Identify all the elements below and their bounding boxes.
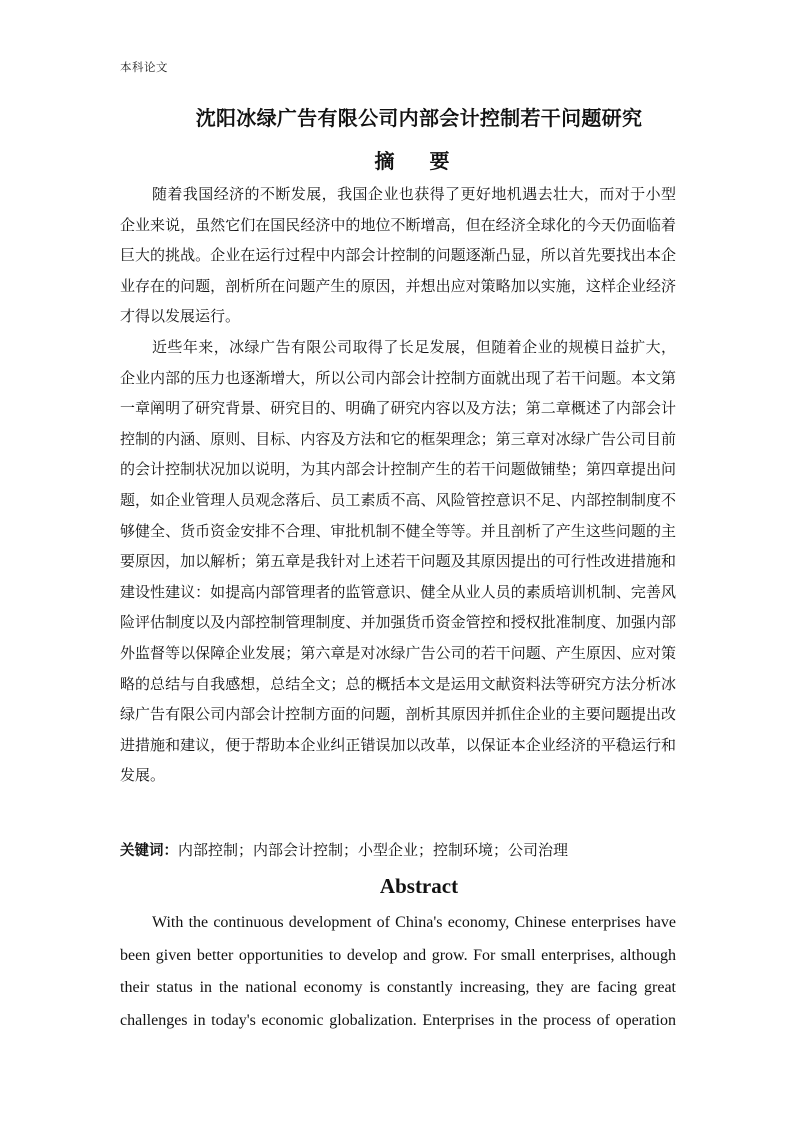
abstract-cn-paragraph: 近些年来，冰绿广告有限公司取得了长足发展，但随着企业的规模日益扩大，企业内部的压力也逐渐增大，所以公司内部会计控制方面就出现了若干问题。本文第一章阐明了研究背景、研究目的、明确了研究内容以及方法；第二章概述了内部会计控制的内涵、原则、目标、内容及方法和它的框架理念；第三章对冰绿广告公司目前的会计控制状况加以说明，为其内部会计控制产生的若干问题做铺垫；第四章提出问题，如企业管理人员观念落后、员工素质不高、风险管控意识不足、内部控制制度不够健全、货币资金安排不合理、审批机制不健全等等。并且剖析了产生这些问题的主要原因，加以解析；第五章是我针对上述若干问题及其原因提出的可行性改进措施和建设性建议：如提高内部管理者的监管意识、健全从业人员的素质培训机制、完善风险评估制度以及内部控制管理制度、并加强货币资金管控和授权批准制度、加强内部外监督等以保障企业发展；第六章是对冰绿广告公司的若干问题、产生原因、应对策略的总结与自我感想，总结全文；总的概括本文是运用文献资料法等研究方法分析冰绿广告有限公司内部会计控制方面的问题，剖析其原因并抓住企业的主要问题提出改进措施和建议，便于帮助本企业纠正错误加以改革，以保证本企业经济的平稳运行和发展。: [120, 337, 676, 785]
running-header: 本科论文: [120, 60, 168, 74]
abstract-en-heading: Abstract: [379, 874, 459, 898]
abstract-en-body: [120, 907, 676, 1037]
document-title: 沈阳冰绿广告有限公司内部会计控制若干问题研究: [195, 106, 643, 130]
abstract-en-paragraph: With the continuous development of China's economy, Chinese enterprises have been given better opportunities to develop and grow. For small enterprises, although their status in the national economy is constantly increasing, they are facing great challenges in today's economic globalization. Enterprises in the process of operation: [120, 914, 676, 1029]
abstract-cn-body: [120, 179, 676, 791]
abstract-cn-heading: 摘 要: [374, 149, 464, 173]
keywords-text: 内部控制；内部会计控制；小型企业；控制环境；公司治理: [178, 841, 569, 859]
keywords-label: 关键词：: [120, 843, 178, 859]
keywords-line: [120, 838, 676, 863]
abstract-cn-paragraph: 随着我国经济的不断发展，我国企业也获得了更好地机遇去壮大，而对于小型企业来说，虽然它们在国民经济中的地位不断增高，但在经济全球化的今天仍面临着巨大的挑战。企业在运行过程中内部会计控制的问题逐渐凸显，所以首先要找出本企业存在的问题，剖析所在问题产生的原因，并想出应对策略加以实施，这样企业经济才得以发展运行。: [120, 185, 676, 326]
